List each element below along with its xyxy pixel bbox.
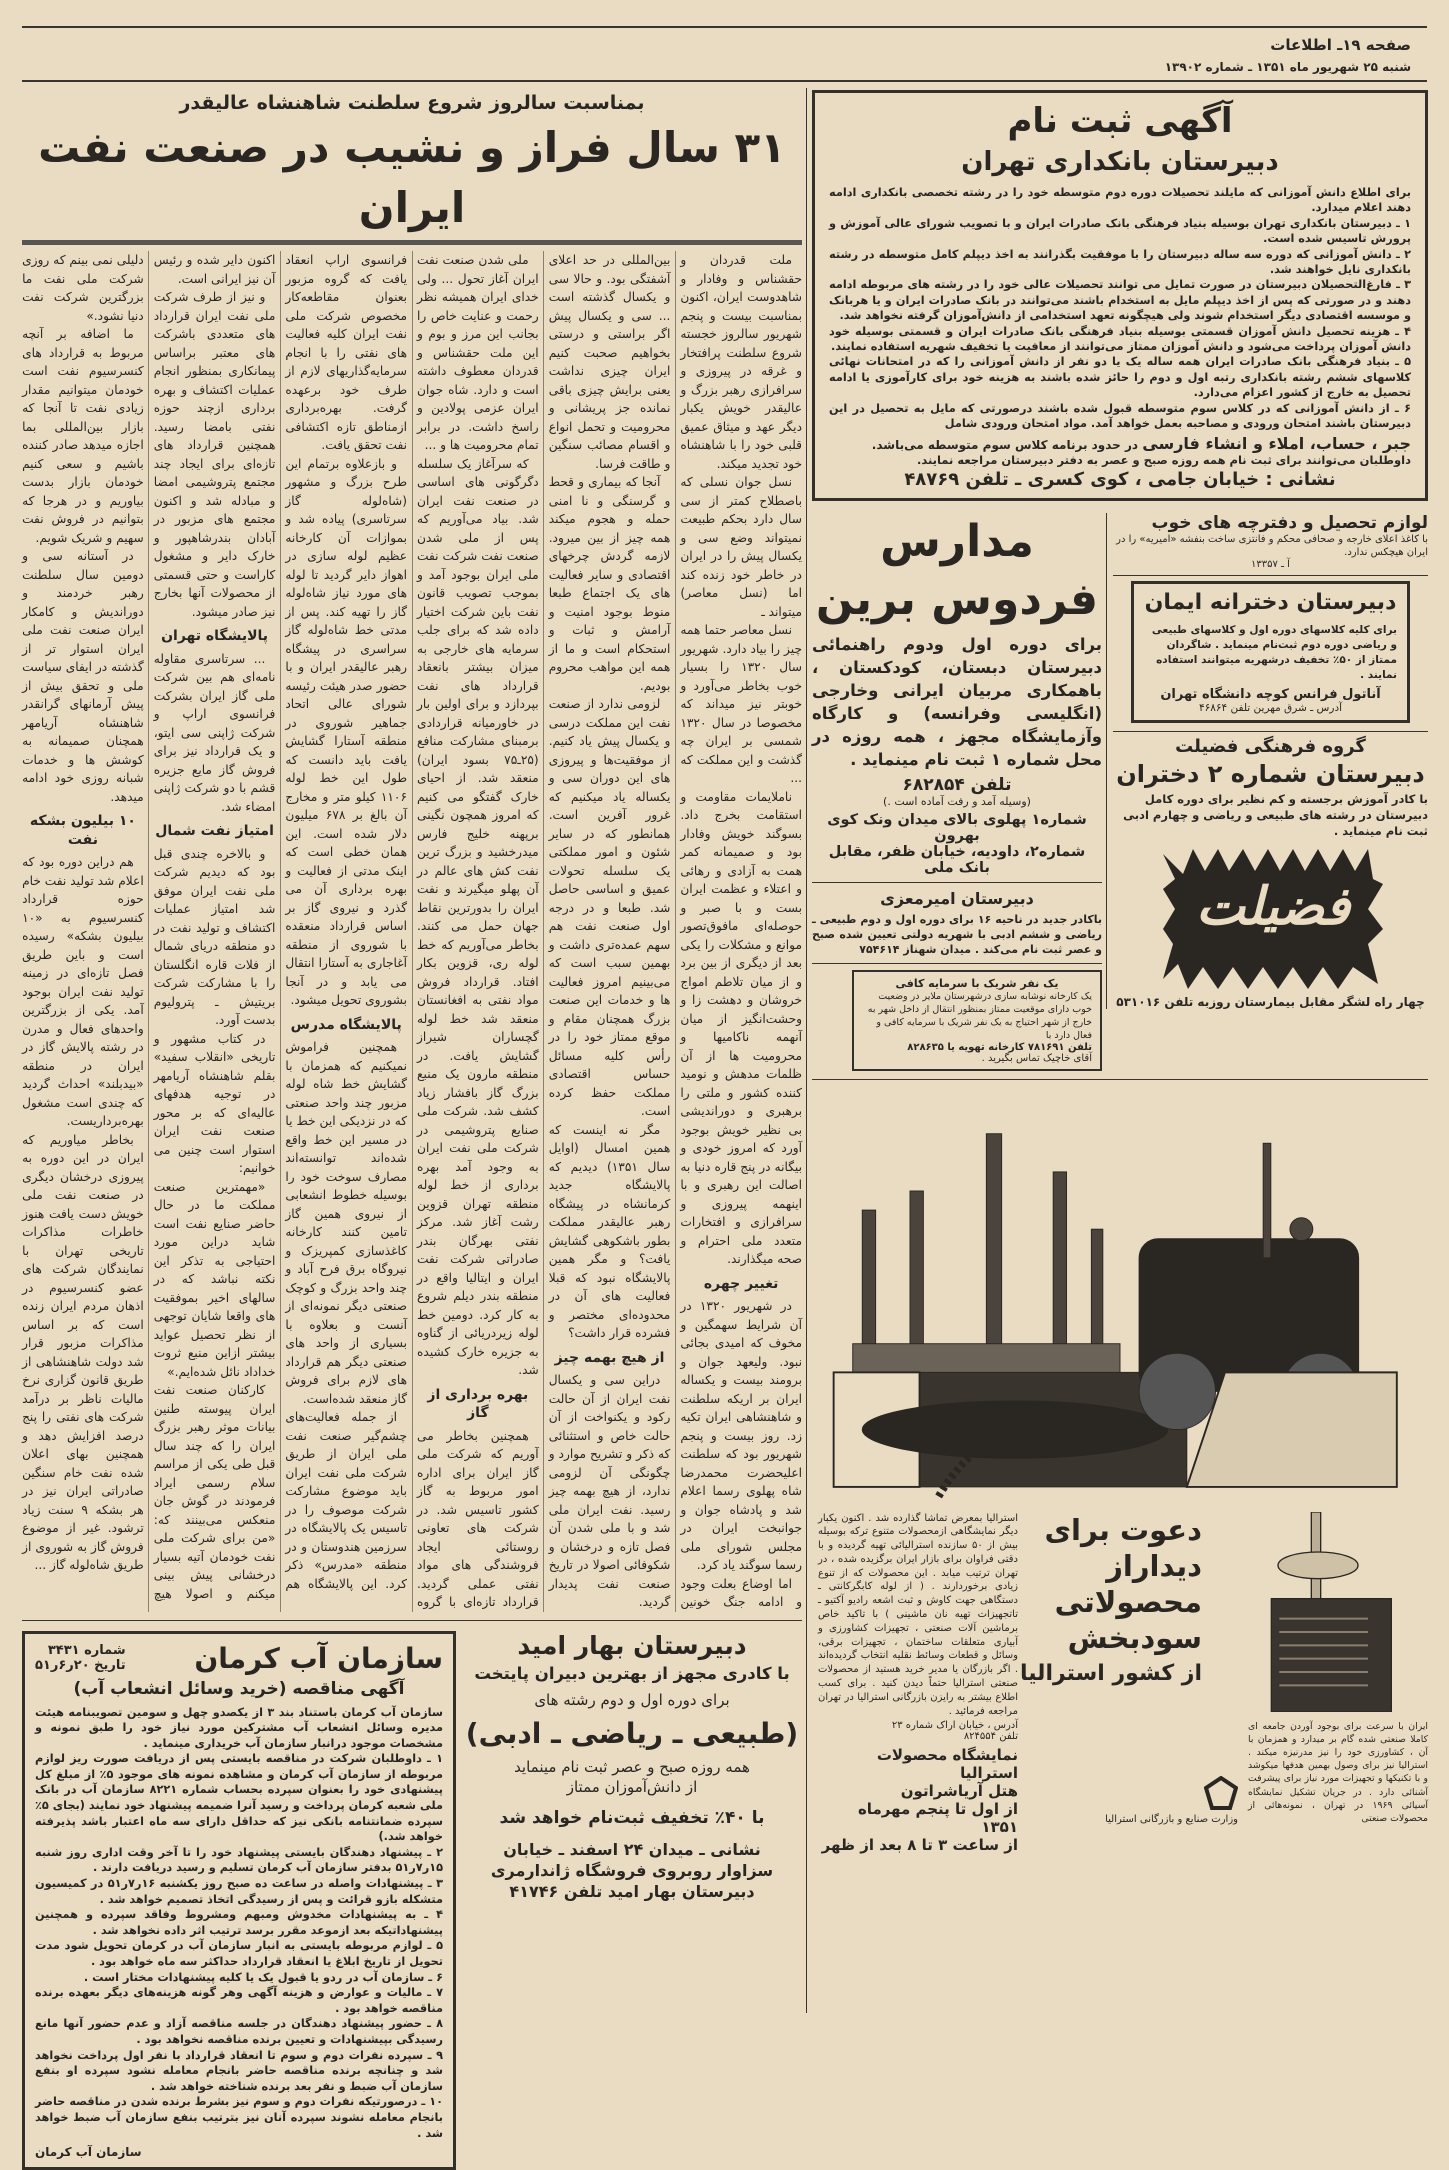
exhibition-dates: از اول تا پنجم مهرماه ۱۳۵۱ [818, 1800, 1018, 1836]
amir-moezzi-ad [812, 889, 1102, 957]
ad-address: دبیرستان بهار امید تلفن ۴۱۷۴۶ [462, 1882, 802, 1901]
page-label: صفحه ۱۹ـ اطلاعات [1270, 36, 1411, 54]
ad-signature: سازمان آب کرمان [35, 2145, 443, 2159]
left-subcolumn [812, 513, 1106, 1071]
ad-item: ۲ ـ دانش آموزانی که دوره سه ساله دبیرستان را با موفقیت بگذرانند به اخذ دیپلم کامل متوسطه در رشته بانکداری نایل خواهند شد. [829, 247, 1411, 278]
right-subcolumn [1106, 513, 1428, 1009]
ad-fields: (طبیعی ـ ریاضی ـ ادبی) [462, 1717, 802, 1750]
article-paragraph: و نیز از طرف شرکت ملی نفت ایران قرارداد های متعددی باشرکت های معتبر براساس پیمانکاری بمنظور انجام عملیات اکتشاف و بهره برداری ازچند حوزه نفتی بامضا رسید. همچنین قرارداد های تازه‌ای برای ایجاد چند مجتمع پتروشیمی امضا و مبادله شد و اکنون مجتمع های مزبور در آبادان بندرشاهپور و خارک دایر و مشغول کاراست و حتی قسمتی از محصولات آنها بخارج نیز صادر میشود. [154, 288, 276, 621]
article-paragraph: لزومی ندارد از صنعت نفت این مملکت درسی و یکسال پیش یاد کنیم. از موفقیت‌ها و پیروزی های این دوران سی و یکساله یاد میکنیم که غرور آفرین است. همانطور که در سایر شئون و امور مملکتی یک سلسله تحولات عمیق و اساسی حاصل شد. طبعا و در درجه اول صنعت نفت هم سهم عمده‌تری داشت و بهمین سبب است که می‌بینیم امروز فعالیت ها و خدمات این صنعت بزرگ همچنان مقام و موقع ممتاز خود را در رأس کلیه مسائل حساس اقتصادی مملکت حفظ کرده است. [549, 695, 671, 1121]
article-paragraph: کارکنان صنعت نفت ایران پیوسته طنین بیانات موثر رهبر بزرگ ایران را که چند سال قبل طی یکی از مراسم سلام رسمی ایراد فرمودند در گوش جان منعکس می‌بینند که: «من برای شرکت ملی نفت خودمان آتیه بسیار درخشانی پیش بینی میکنم و اصولا هیچ دلیلی نمی بینم که روزی شرکت ملی نفت ما بزرگترین شرکت نفت دنیا نشود.» [22, 251, 275, 1612]
australia-main-block [1028, 1512, 1428, 1826]
headline-line: محصولاتی [1020, 1584, 1202, 1620]
ad-body [35, 1705, 443, 2142]
exhibition-hours: از ساعت ۳ تا ۸ بعد از ظهر [818, 1836, 1018, 1854]
ad-item: ۹ ـ سپرده نفرات دوم و سوم تا انعقاد قرارداد با نفر اول پرداخت نخواهد شد و چنانچه برنده مناقصه حاضر بانجام معامله نشود سپرده او بنفع سازمان آب ضبط و نفر بعد برنده شناخته خواهد شد . [35, 2048, 443, 2095]
right-region [812, 90, 1428, 1854]
article-paragraph: در آستانه سی و دومین سال سلطنت رهبر خردمند و دوراندیش و کامکار ایران صنعت نفت ملی ایران استوار تر از گذشته در ایفای سیاست ملی و تحقق بیش از پیش آرمانهای گرانقدر شاهنشاه آریامهر همچنان صمیمانه به کوشش ها و خدمات شبانه روزی خود ادامه میدهد. [22, 547, 144, 806]
ad-intro: برای اطلاع دانش آموزانی که مایلند تحصیلات دوره دوم متوسطه خود را در رشته تخصصی بانکداری ادامه دهند اعلام میدارد. [829, 185, 1411, 216]
ad-code: آ ـ ۱۳۳۵۷ [1113, 559, 1428, 570]
ad-address: چهار راه لشگر مقابل بیمارستان روزبه تلفن ۵۳۱۰۱۶ [1113, 995, 1428, 1009]
ad-item: ۴ ـ به پیشنهادات مخدوش ومبهم ومشروط وفاقد سپرده و همچنین پیشنهاداتیکه بعد ازموعد مقرر برسد ترتیب اثر داده نخواهد شد . [35, 1907, 443, 1938]
ad-transport: (وسیله آمد و رفت آماده است .) [812, 795, 1102, 808]
ad-body: برای کلیه کلاسهای دوره اول و کلاسهای طبیعی و ریاضی دوره دوم ثبت‌نام مینماید . شاگردان ممتاز از ۵۰٪ تخفیف درشهریه میتوانند استفاده نمایند . [1144, 623, 1397, 683]
ad-discount: با ۴۰٪ تخفیف ثبت‌نام خواهد شد [462, 1808, 802, 1828]
article-subheading: از هیچ بهمه چیز [549, 1349, 671, 1368]
divider [1113, 575, 1428, 576]
ad-title: لوازم تحصیل و دفترچه های خوب [1113, 513, 1428, 533]
ad-side-text: ایران با سرعت برای بوجود آوردن جامعه ای کاملا صنعتی شده گام بر میدارد و همزمان با آن ، کشاورزی خود را نیز مدرنیزه میکند . استرالیا نیز برای وصول بهمین هدفها میکوشد و با تکنیکها و تجهیزات مورد نیاز برای پیشرفت آشنائی دارد . در جریان تشکیل نمایشگاه آسیائی ۱۹۶۹ در تهران ، نمونه‌هائی از محصولات صنعتی [1248, 1720, 1428, 1826]
article-paragraph: همچنین فراموش نمیکنیم که همزمان با گشایش خط شاه لوله مزبور چند واحد صنعتی که در نزدیکی این خط یا در مسیر این خط واقع شده‌اند توانسته‌اند مصارف سوخت خود را بوسیله خطوط انشعابی از نیروی همین گاز تامین کنند کارخانه کاغذسازی کمپریزک و نیروگاه برق فرح آباد و چند واحد بزرگ و کوچک صنعتی دیگر نمونه‌ای از آنست و بعلاوه با بسیاری از واحد های صنعتی دیگر هم قرارداد های لازم برای فروش گاز منعقد شده‌است. [285, 1038, 407, 1408]
ad-title: دبیرستان شماره ۲ دختران [1113, 757, 1428, 791]
ad-phone: تلفن ۶۸۲۸۵۴ [812, 775, 1102, 795]
ad-item: ۱۰ ـ درصورتیکه نفرات دوم و سوم نیز بشرط برنده شدن در مناقصه حاضر بانجام معامله نشوند سپرده آنان نیز بترتیب بنفع سازمان آب ضبط خواهد شد . [35, 2094, 443, 2141]
ad-title: یک نفر شریک با سرمایه کافی [862, 977, 1092, 990]
header-rule [22, 80, 1427, 82]
article-subheading: امتیاز نفت شمال [154, 822, 276, 841]
exhibition-hotel: هتل آریاشراتون [818, 1782, 1018, 1800]
article-kicker: بمناسبت سالروز شروع سلطنت شاهنشاه عالیقدر [22, 92, 802, 114]
article-paragraph: آنجا که بیماری و قحط و گرسنگی و نا امنی حمله و هجوم میکند همه چیز از بین میرود. لازمه گردش چرخهای اقتصادی و سایر فعالیت های یک اجتماع طبعا منوط بوجود امنیت و آرامش و ثبات و استحکام است و ما از همه این مواهب محروم بودیم. [549, 473, 671, 695]
ad-title: فردوس برین [812, 571, 1102, 629]
fazilat-logo [1113, 849, 1428, 989]
ad-item: ۵ ـ لوازم مربوطه بایستی به انبار سازمان آب در کرمان تحویل شود مدت تحویل از تاریخ ابلاغ یا انعقاد قرارداد حداکثر سه ماه خواهد بود . [35, 1938, 443, 1969]
headline-line: دعوت برای [1020, 1512, 1202, 1548]
headline-rule [22, 240, 802, 245]
article-subheading: بهره برداری از گاز [417, 1386, 539, 1423]
column-divider [806, 88, 807, 2013]
ad-line: برای دوره اول و دوم رشته های [462, 1691, 802, 1709]
ad-body: یک کارخانه نوشابه سازی درشهرستان ملایر در وضعیت خوب دارای موقعیت ممتاز بمنظور انتقال از داخل شهر به خارج از شهر احتیاج به یک نفر شریک با سرمایه کافی و فعال دارد با [862, 990, 1092, 1042]
headline-line: سودبخش [1020, 1620, 1202, 1656]
article-paragraph: اما اوضاع بعلت وجود و ادامه جنگ خونین بین‌المللی در حد اعلای آشفتگی بود. و حالا سی و یکسال گذشته است ... سی و یکسال پیش اگر براستی و درستی بخواهیم صحبت کنیم ایران چیزی نداشت یعنی برایش چیزی باقی نمانده جز پریشانی و محرومیت و تحمل انواع و اقسام مصائب سنگین و طاقت فرسا. [549, 251, 802, 1612]
ad-title: دبیرستان امیرمعزی [812, 889, 1102, 908]
kerman-water-tender-ad [22, 1631, 456, 2170]
ad-phone: تلفن ۷۸۱۶۹۱ کارخانه تهویه یا ۸۲۸۶۳۵ [862, 1042, 1092, 1053]
ad-line: از دانش‌آموزان ممتاز [462, 1778, 802, 1796]
ad-branch: شماره۲، داودیه، خیابان ظفر، مقابل بانک ملی [812, 844, 1102, 876]
australia-text-block [818, 1512, 1018, 1855]
ad-body: با کاغذ اعلای خارجه و صحافی محکم و فانتزی ساخت بنفشه «امیریه» را در ایران هیچکس ندارد. [1113, 533, 1428, 559]
ad-item: ۶ ـ سازمان آب در ردو یا قبول یک یا کلیه پیشنهادات مختار است . [35, 1970, 443, 1986]
australia-content-row [812, 1512, 1428, 1855]
ferdows-barin-ad [812, 513, 1102, 876]
ad-item: ۶ ـ از دانش آموزانی که در کلاس سوم متوسطه قبول شده باشند درصورتی که مایل به تحصیل در این دبیرستان باشند امتحان ورودی و مصاحبه بعمل خواهد آمد. مواد امتحان ورودی شامل [829, 401, 1411, 432]
ad-street: آناتول فرانس کوچه دانشگاه تهران [1144, 687, 1397, 702]
ad-title: مدارس [812, 513, 1102, 571]
ad-number: شماره ۳۴۳۱ [35, 1643, 126, 1658]
ad-number-date [35, 1643, 126, 1673]
australia-headline-row [1028, 1512, 1428, 1712]
ad-body: استرالیا بمعرض تماشا گذارده شد . اکنون یکبار دیگر نمایشگاهی ازمحصولات متنوع ترکه بوسیله بیش از ۵۰ سازنده استرالیائی تهیه گردیده و با دقتی فراوان برای بازار ایران برگزیده شده ، در تهران ترتیب میابد . این محصولات که از تنوع زیادی برخوردارند . ( از لوله کابگرکانتی ـ دستگاهی جهت کاوش و ثبت اشعه رادیو آکتیو ـ تاتجهیزات تهیه نان ماشینی ) با تاکید خاص برماشین آلات صنعتی ، تجهیزات کشاورزی و آبیاری متعلقات ساختمان ، تجهیزات برقی، وسائل و قطعات وسائط نقلیه انتخاب گردیده‌اند . اگر بازرگان یا مدیر خرید هستید از محصولات صنعتی استرالیا حتماً دیدن کنید . برای کسب اطلاع بیشتر به رایزن بازرگانی استرالیا در تهران مراجعه فرمائید . [818, 1512, 1018, 1719]
ad-item: ۴ ـ هزینه تحصیل دانش آموزان قسمتی بوسیله بنیاد فرهنگی بانک صادرات ایران و قسمتی بوسیله خود دانش آموزان پرداخت می‌شود و دانش آموزان ممتاز می‌توانند از معافیت یا تخفیف شهریه استفاده نمایند. [829, 324, 1411, 355]
article-subheading: تغییر چهره [680, 1275, 802, 1294]
article-paragraph: ... سرتاسری مقاوله نامه‌ای هم بین شرکت ملی گاز ایران بشرکت فرانسوی اراپ و شرکت ژاپنی سی ایتو، و یک قرارداد نیز برای فروش گاز مایع جزیره قشم با دو شرکت ژاپنی امضاء شد. [154, 650, 276, 817]
article-paragraph: همچنین بخاطر می آوریم که شرکت ملی گاز ایران برای اداره امور مربوط به گاز کشور تاسیس شد. در شرکت های تعاونی روستائی ایجاد فروشندگی های مواد نفتی عملی گردید. قرارداد تازه‌ای با گروه فرانسوی اراپ انعقاد یافت که گروه مزبور بعنوان مقاطعه‌کار مخصوص شرکت ملی نفت ایران کلیه فعالیت های نفتی را با انجام سرمایه‌گذاریهای لازم از طرف خود برعهده گرفت. بهره‌برداری ازمناطق تازه اکتشافی نفت تحقق یافت. [285, 251, 538, 1612]
ad-header [35, 1642, 443, 1675]
ad-line: با کادری مجهز از بهترین دبیران پایتخت [462, 1664, 802, 1683]
ad-headline [1020, 1512, 1202, 1692]
ad-body: باکادر جدید در ناحیه ۱۶ برای دوره اول و دوم طبیعی ـ ریاضی و ششم ادبی با شهریه دولتی تعیین شده صبح و عصر ثبت نام می‌کند . میدان شهناز ۷۵۴۶۱۴ [812, 912, 1102, 957]
article-paragraph: «مهمترین صنعت مملکت ما در حال حاضر صنایع نفت است شاید دراین مورد احتیاجی به تذکر این نکته نباشد که در سالهای اخیر بموفقیت های واقعا شایان توجهی از نظر تحصیل عواید بیشتر ازاین منبع ثروت خداداد نائل شده‌ایم.» [154, 1178, 276, 1382]
ad-body: با کادر آموزش برجسته و کم نظیر برای دوره کامل دبیرستان در رشته های طبیعی و ریاضی و چهارم ادبی ثبت نام مینماید . [1113, 791, 1428, 839]
ad-org: سازمان آب کرمان [194, 1642, 443, 1675]
ad-item: ۵ ـ بنیاد فرهنگی بانک صادرات ایران همه ساله یک یا دو نفر از دانش آموزانی را که در امتحانات نهائی کلاسهای ششم رشته بانکداری رتبه اول و دوم را حائز شده باشند به هزینه خود برای کارآموزی یا ادامه تحصیل به خارج از کشور اعزام می‌دارد. [829, 354, 1411, 400]
article-subheading: پالایشگاه مدرس [285, 1016, 407, 1035]
headline-line: از کشور استرالیا [1020, 1656, 1202, 1692]
ad-line: همه روزه صبح و عصر ثبت نام مینماید [462, 1758, 802, 1776]
ad-title: دبیرستان بهار امید [462, 1631, 802, 1660]
ad-address: سزاوار روبروی فروشگاه ژاندارمری [462, 1861, 802, 1880]
article-paragraph: در کتاب مشهور و تاریخی «انقلاب سفید» بقلم شاهنشاه آریامهر در توجیه هدفهای عالیه‌ای که بر محور صنعت نفت ایران استوار است چنین می خوانیم: [154, 1030, 276, 1178]
article-paragraph: در شهریور ۱۳۲۰ در آن شرایط سهمگین و مخوف که امیدی بجائی نبود. ولیعهد جوان و برومند بیست و یکساله ایران بر اریکه سلطنت و شاهنشاهی ایران تکیه زد. روز بیست و پنجم شهریور بود که سلطنت اعلیحضرت محمدرضا شاه پهلوی رسما اعلام شد و پادشاه جوان و جوانبخت ایران در مجلس شورای ملی رسما سوگند یاد کرد. [680, 1297, 802, 1575]
ad-address: نشانی : خیابان جامی ، کوی کسری ـ تلفن ۴۸۷۶۹ [829, 469, 1411, 490]
ad-contact: آقای خاچیک تماس بگیرید . [862, 1053, 1092, 1064]
ad-title: آگهی ثبت نام [829, 99, 1411, 143]
article-paragraph: دراین سی و یکسال نفت ایران از آن حالت رکود و یکنواخت از آن حالت خاص و استثنائی که ذکر و تشریح موارد و چگونگی آن لزومی ندارد، از هیچ بهمه چیز رسید. نفت ایران ملی شد و با ملی شدن آن فصل تازه و درخشان و شکوفائی اصولا در تاریخ صنعت نفت پدیدار گردید. [549, 1371, 671, 1612]
ad-address: آدرس ـ شرق مهرین تلفن ۴۶۸۶۴ [1144, 702, 1397, 714]
article-paragraph: مگر نه اینست که همین امسال (اوایل سال ۱۳۵۱) دیدیم که پالایشگاه جدید کرمانشاه در پیشگاه رهبر عالیقدر مملکت بطور باشکوهی گشایش یافت؟ و مگر همین پالایشگاه نبود که قبلا فعالیت های آن در محدوده‌ای مختصر و فشرده قرار داشت؟ [549, 1121, 671, 1343]
ad-item: ۱ ـ دبیرستان بانکداری تهران بوسیله بنیاد فرهنگی بانک صادرات ایران و با تصویب شورای عالی آموزش و پرورش تاسیس شده است. [829, 216, 1411, 247]
ad-school: دبیرستان بانکداری تهران [829, 143, 1411, 181]
article-body [22, 251, 802, 1612]
ministry-block [1028, 1776, 1238, 1825]
ad-group: گروه فرهنگی فضیلت [1113, 736, 1428, 757]
ad-phone: تلفن ۸۲۴۵۵۴ [818, 1731, 1018, 1742]
article-paragraph: ملت قدردان و حقشناس و وفادار و شاهدوست ایران، اکنون بمناسبت بیست و پنجم شهریور سالروز خجسته شروع سلطنت پرافتخار و غرقه در پیروزی و سرافرازی رهبر بزرگ و عالیقدر خویش یکبار دیگر عهد و میثاق عمیق قلبی خود را با شاهنشاه خود تجدید میکند. [680, 251, 802, 473]
bahar-omid-ad [462, 1631, 802, 1901]
ad-item: ۲ ـ پیشنهاد دهندگان بایستی پیشنهاد خود را تا آخر وقت اداری روز شنبه ۱۵ر۷ر۵۱ بدفتر سازمان آب کرمان تسلیم و رسید دریافت دارند . [35, 1845, 443, 1876]
exhibition-name: نمایشگاه محصولات استرالیا [818, 1746, 1018, 1782]
australia-exhibition-info [818, 1746, 1018, 1854]
ad-subtitle: آگهی مناقصه (خرید وسائل انشعاب آب) [35, 1679, 443, 1699]
bankdari-school-ad [812, 90, 1428, 501]
article-paragraph: و بالاخره چندی قبل بود که دیدیم شرکت ملی نفت ایران موفق شد امتیاز عملیات اکتشاف و تولید نفت در دو منطقه دریای شمال از فلات قاره انگلستان را با مشارکت شرکت بریتیش ـ پترولیوم بدست آورد. [154, 845, 276, 1030]
article-paragraph: و بازعلاوه برتمام این طرح بزرگ و مشهور (شاه‌لوله گاز سرتاسری) پیاده شد و بموازات آن کارخانه عظیم لوله سازی در اهواز دایر گردید تا لوله های مورد نیاز شاه‌لوله گاز را تهیه کند. پس از مدتی خط شاه‌لوله گاز سراسری در پیشگاه رهبر عالیقدر ایران و با حضور صدر هیئت رئیسه شورای عالی اتحاد جماهیر شوروی در منطقه آستارا گشایش یافت باید دانست که طول این خط لوله ۱۱۰۶ کیلو متر و مخارج آن بالغ بر ۶۷۸ میلیون دلار شده است. این همان خطی است که اینک مدتی از فعالیت و بهره برداری آن می گذرد و نیروی گاز بر اساس قرارداد منعقده با شوروی از منطقه آغاجاری به آستارا انتقال می یابد و در آنجا بشوروی تحویل میشود. [285, 455, 407, 1010]
ad-address: آدرس ، خیابان اراک شماره ۲۳ [818, 1720, 1018, 1731]
ad-subjects-rest: در حدود برنامه کلاس سوم متوسطه می‌باشد. [872, 438, 1138, 452]
iman-school-ad [1131, 581, 1410, 723]
ad-item: ۳ ـ پیشنهادات واصله در ساعت ده صبح روز یکشنبه ۱۶ر۷ر۵۱ در کمیسیون متشکله بازو قرائت و پس از رسیدگی اتخاذ تصمیم خواهد شد . [35, 1876, 443, 1907]
ad-subjects: جبر ، حساب، املاء و انشاء فارسی [1142, 434, 1411, 453]
article-paragraph: از جمله فعالیت‌های چشم‌گیر صنعت نفت ملی ایران از طریق شرکت ملی نفت ایران باید موضوع مشارکت شرکت موصوف را در تاسیس یک پالایشگاه در سرزمین هندوستان و در منطقه «مدرس» ذکر کرد. این پالایشگاه هم اکنون دایر شده و رئیس آن نیز ایرانی است. [154, 251, 407, 1612]
article-headline: ۳۱ سال فراز و نشیب در صنعت نفت ایران [22, 118, 802, 238]
machinery-illustration [812, 1086, 1428, 1506]
ad-intro: سازمان آب کرمان باستناد بند ۳ از یکصدو چهل و سومین تصویبنامه هیئت مدیره وسائل انشعاب آب مشترکین مورد نیاز خود را طبق نمونه و مشخصات موجود درانبار سازمان آب خریداری مینماید . [35, 1705, 443, 1752]
article-paragraph: ما اضافه بر آنچه مربوط به قرارداد های کنسرسیوم نفت است خودمان میتوانیم مقدار زیادی نفت تا آنجا که بازار بین‌المللی بما اجازه میدهد صادر کننده باشیم و سعی کنیم خودمان بازار بدست بیاوریم و در هرجا که بتوانیم در فروش نفت سهیم و شریک شویم. [22, 325, 144, 547]
headline-line: دیداراز [1020, 1548, 1202, 1584]
bottom-ads-row [22, 1631, 802, 2170]
ad-body [829, 185, 1411, 432]
drill-press-illustration [1208, 1512, 1428, 1712]
article-paragraph: نسل معاصر حتما همه چیز را بیاد دارد. شهریور سال ۱۳۲۰ را بسیار خوب بخاطر می‌آورد و خوبتر نیز میداند که مخصوصا در سال ۱۳۲۰ شمسی بر ایران چه گذشت و این مملکت که ... [680, 621, 802, 788]
top-rule [22, 26, 1427, 28]
divider [1113, 731, 1428, 732]
ad-item: ۸ ـ حضور پیشنهاد دهندگان در جلسه مناقصه آزاد و عدم حضور آنها مانع رسیدگی بپیشنهادات و تعیین برنده مناقصه نخواهد بود . [35, 2016, 443, 2047]
ad-title: دبیرستان دخترانه ایمان [1144, 590, 1397, 615]
divider [812, 963, 1102, 964]
ad-date: تاریخ ۲۰ر۶ر۵۱ [35, 1658, 126, 1673]
ad-item: ۱ ـ داوطلبان شرکت در مناقصه بایستی پس از دریافت صورت ریز لوازم مربوطه از سازمان آب کرمان و مشاهده نمونه های موجود ۵٪ از مبلغ کل پیشنهادی خود را بعنوان سپرده بحساب شماره ۸۲۲۱ سازمان آب در بانک ملی شعبه کرمان پرداخت و رسید آنرا ضمیمه پیشنهاد خود نمایند (بجای ۵٪ سپرده ضمانتنامه بانکی نیز که حداقل دارای سه ماه اعتبار باشد پذیرفته خواهد شد.) [35, 1751, 443, 1845]
australia-exhibition-ad [812, 1080, 1428, 1855]
article-paragraph: ملی شدن صنعت نفت ایران آغاز تحول ... ولی خدای ایران همیشه نظر رحمت و عنایت خاص را بجانب این مرز و بوم و این ملت حقشناس و قدردان معطوف داشته است و دارد. شاه جوان ایران عزمی پولادین و راسخ داشت. در برابر تمام محرومیت ها و ... [417, 251, 539, 455]
ad-item: ۳ ـ فارغ‌التحصیلان دبیرستان در صورت تمایل می توانند تحصیلات عالی خود را در رشته های مربوطه ادامه دهند و در صورتی که پس از اخذ دیپلم مایل به استخدام باشند می‌توانند در بانک صادرات ایران و یا هربانک و موسسه اقتصادی دیگر استخدام شوند ولی هیچگونه تعهد استخدامی از دانش‌آموزان گرفته نخواهد شد. [829, 277, 1411, 323]
divider [812, 882, 1102, 883]
ad-note: داوطلبان می‌توانند برای ثبت نام همه روزه صبح و عصر به دفتر دبیرستان مراجعه نمایند. [829, 453, 1411, 467]
article-paragraph: هم دراین دوره بود که اعلام شد تولید نفت خام حوزه قرارداد کنسرسیوم به «۱۰ بیلیون بشکه» رسیده است و باین طریق فصل تازه‌ای در زمینه تولید نفت ایران بوجود آمد. یکی از بزرگترین واحدهای فعال و مدرن در رشته پالایش گاز در ایران در منطقه «بیدبلند» احداث گردید که چندی است مشغول بهره‌برداریست. [22, 853, 144, 1131]
article-paragraph: که سرآغاز یک سلسله دگرگونی های اساسی در صنعت نفت ایران شد. بیاد می‌آوریم که پس از ملی شدن صنعت نفت شرکت نفت ملی ایران بوجود آمد و بموجب تصویب قانون نفت باین شرکت اختیار داده شد که برای جلب سرمایه های خارجی به میزان بیشتر بانعقاد قرارداد های نفت بپردازد و برای اولین بار در خاورمیانه قراردادی برمبنای مشارکت منافع (۲۵ـ۷۵ بسود ایران) منعقد شد. از احیای خارک گفتگو می کنیم که امروز همچون نگینی برپهنه خلیج فارس میدرخشید و بزرگ ترین نفت کش های عالم در آن پهلو میگیرند و نفت ایران را بدورترین نقاط جهان حمل می کنند. بخاطر می‌آوریم که خط لوله ری، قزوین بکار افتاد. قرارداد فروش مواد نفتی به افغانستان منعقد شد خط لوله گچساران شیراز گشایش یافت. در منطقه مارون یک منبع بزرگ گاز بافشار زیاد کشف شد. شرکت ملی صنایع پتروشیمی در شرکت ملی نفت ایران به وجود آمد بهره برداری از خط لوله منطقه تهران قزوین رشت آغاز شد. مرکز نفتی بهرگان بندر صادراتی شرکت نفت ایران و ایتالیا واقع در منطقه بندر دیلم شروع به کار کرد. دومین خط لوله زیردریائی از گناوه به جزیره خارک کشیده شد. [417, 455, 539, 1380]
australia-footer-row [1028, 1720, 1428, 1826]
article-end-rule [22, 1620, 802, 1621]
article-subheading: پالایشگاه تهران [154, 627, 276, 646]
stationery-ad [1113, 513, 1428, 570]
ad-branch: شماره۱ پهلوی بالای میدان ونک کوی بهرون [812, 812, 1102, 844]
article-header [22, 88, 802, 238]
partner-wanted-ad [852, 970, 1102, 1071]
article-paragraph: نسل جوان نسلی که باصطلاح کمتر از سی سال دارد بحکم طبیعت نمیتواند وضع سی و یکسال پیش را در ایران در خاطر خود زنده کند اما (نسل معاصر) میتواند ـ [680, 473, 802, 621]
middle-ads-row [812, 513, 1428, 1071]
issue-date: شنبه ۲۵ شهریور ماه ۱۳۵۱ ـ شماره ۱۳۹۰۲ [1165, 60, 1411, 74]
ad-item: ۷ ـ مالیات و عوارض و هزینه آگهی وهر گونه هزینه‌های دیگر بعهده برنده مناقصه خواهد بود . [35, 1985, 443, 2016]
ad-ministry: وزارت صنایع و بازرگانی استرالیا [1028, 1814, 1238, 1825]
article-paragraph: ناملایمات مقاومت و استقامت بخرج داد. بسوگند خویش وفادار بود و صمیمانه کمر همت به آزادی و رهائی و اعتلاء و عظمت ایران بست و با صبر و حوصله‌ای مافوق‌تصور موانع و مشکلات را یکی بعد از دیگری از بین برد و از میان تلاطم امواج خروشان و دهشت زا و وحشت‌انگیز از میان آنهمه ناکامیها و محرومیت ها از آن ظلمات مدهش و نومید کننده کشور و ملتی را برهبری و دوراندیشی بی نظیر خویش بوجود آورد که امروز خودی و بیگانه در پنج قاره دنیا به اصالت این رهبری و با اینهمه پیروزی و سرافرازی و افتخارات متعدد ملی احترام و صحه میگذارند. [680, 788, 802, 1269]
ad-body: برای دوره اول ودوم راهنمائی دبیرستان دبستان، کودکستان ، باهمکاری مربیان ایرانی وخارجی (انگلیسی وفرانسه) و کارگاه وآزمایشگاه مجهز ، همه روزه در محل شماره ۱ ثبت نام مینماید . [812, 633, 1102, 771]
article-subheading: ۱۰ بیلیون بشکه نفت [22, 812, 144, 849]
fazilat-school-ad [1113, 736, 1428, 1009]
article-paragraph: بخاطر میاوریم که ایران در این دوره به پیروزی درخشان دیگری در صنعت نفت ملی خویش دست یافت هنوز خاطرات مذاکرات تاریخی تهران با نمایندگان شرکت های عضو کنسرسیوم در اذهان مردم ایران زنده است که بر اساس مذاکرات مزبور قرار شد دولت شاهنشاهی از طریق قانون گزاری نرخ مالیات ناظر بر درآمد شرکت های نفتی را پنج درصد افزایش دهد و همچنین بهای اعلان شده نفت خام سنگین صادراتی ایران نیز در هر بشکه ۹ سنت زیاد ترشود. غیر از موضوع فروش گاز به شوروی از طریق شاه‌لوله گاز ... [22, 1131, 144, 1575]
australia-trade-logo-icon [1204, 1776, 1238, 1810]
logo-text: فضیلت [1188, 877, 1358, 937]
left-region [22, 88, 802, 2170]
ad-address: نشانی ـ میدان ۲۴ اسفند ـ خیابان [462, 1840, 802, 1859]
